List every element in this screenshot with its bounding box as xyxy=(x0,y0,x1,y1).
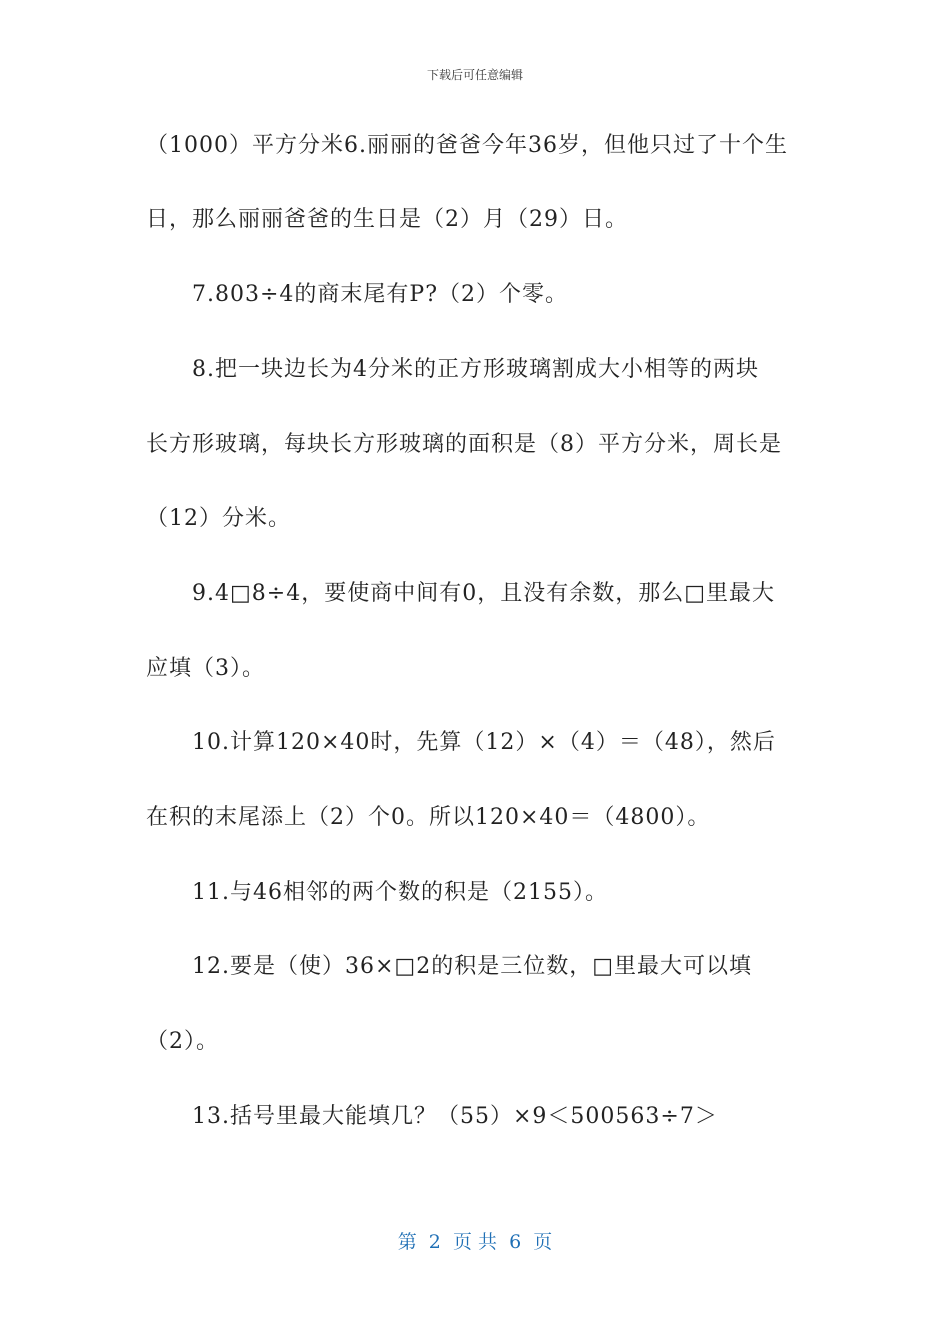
page-footer: 第 2 页 共 6 页 xyxy=(397,1231,553,1253)
question-13: 13.括号里最大能填几？（55）×9＜500563÷7＞ xyxy=(192,1104,718,1129)
question-10-cont: 在积的末尾添上（2）个0。所以120×40＝（4800）。 xyxy=(146,805,711,830)
question-7: 7.803÷4的商末尾有P?（2）个零。 xyxy=(192,282,569,307)
question-8: 8.把一块边长为4分米的正方形玻璃割成大小相等的两块 xyxy=(192,357,759,382)
question-12-cont: （2）。 xyxy=(146,1029,219,1054)
text-line-1: （1000）平方分米6.丽丽的爸爸今年36岁，但他只过了十个生 xyxy=(146,133,788,158)
question-9: 9.4□8÷4，要使商中间有0，且没有余数，那么□里最大 xyxy=(192,581,775,606)
page-header: 下载后可任意编辑 xyxy=(426,68,523,82)
text-line-2: 日，那么丽丽爸爸的生日是（2）月（29）日。 xyxy=(146,207,628,232)
question-11: 11.与46相邻的两个数的积是（2155）。 xyxy=(192,880,608,905)
question-9-cont: 应填（3）。 xyxy=(146,656,265,681)
question-12: 12.要是（使）36×□2的积是三位数，□里最大可以填 xyxy=(192,954,752,979)
question-8-cont-2: （12）分米。 xyxy=(146,506,291,531)
question-8-cont-1: 长方形玻璃，每块长方形玻璃的面积是（8）平方分米，周长是 xyxy=(146,432,782,457)
question-10: 10.计算120×40时，先算（12）×（4）＝（48），然后 xyxy=(192,730,776,755)
